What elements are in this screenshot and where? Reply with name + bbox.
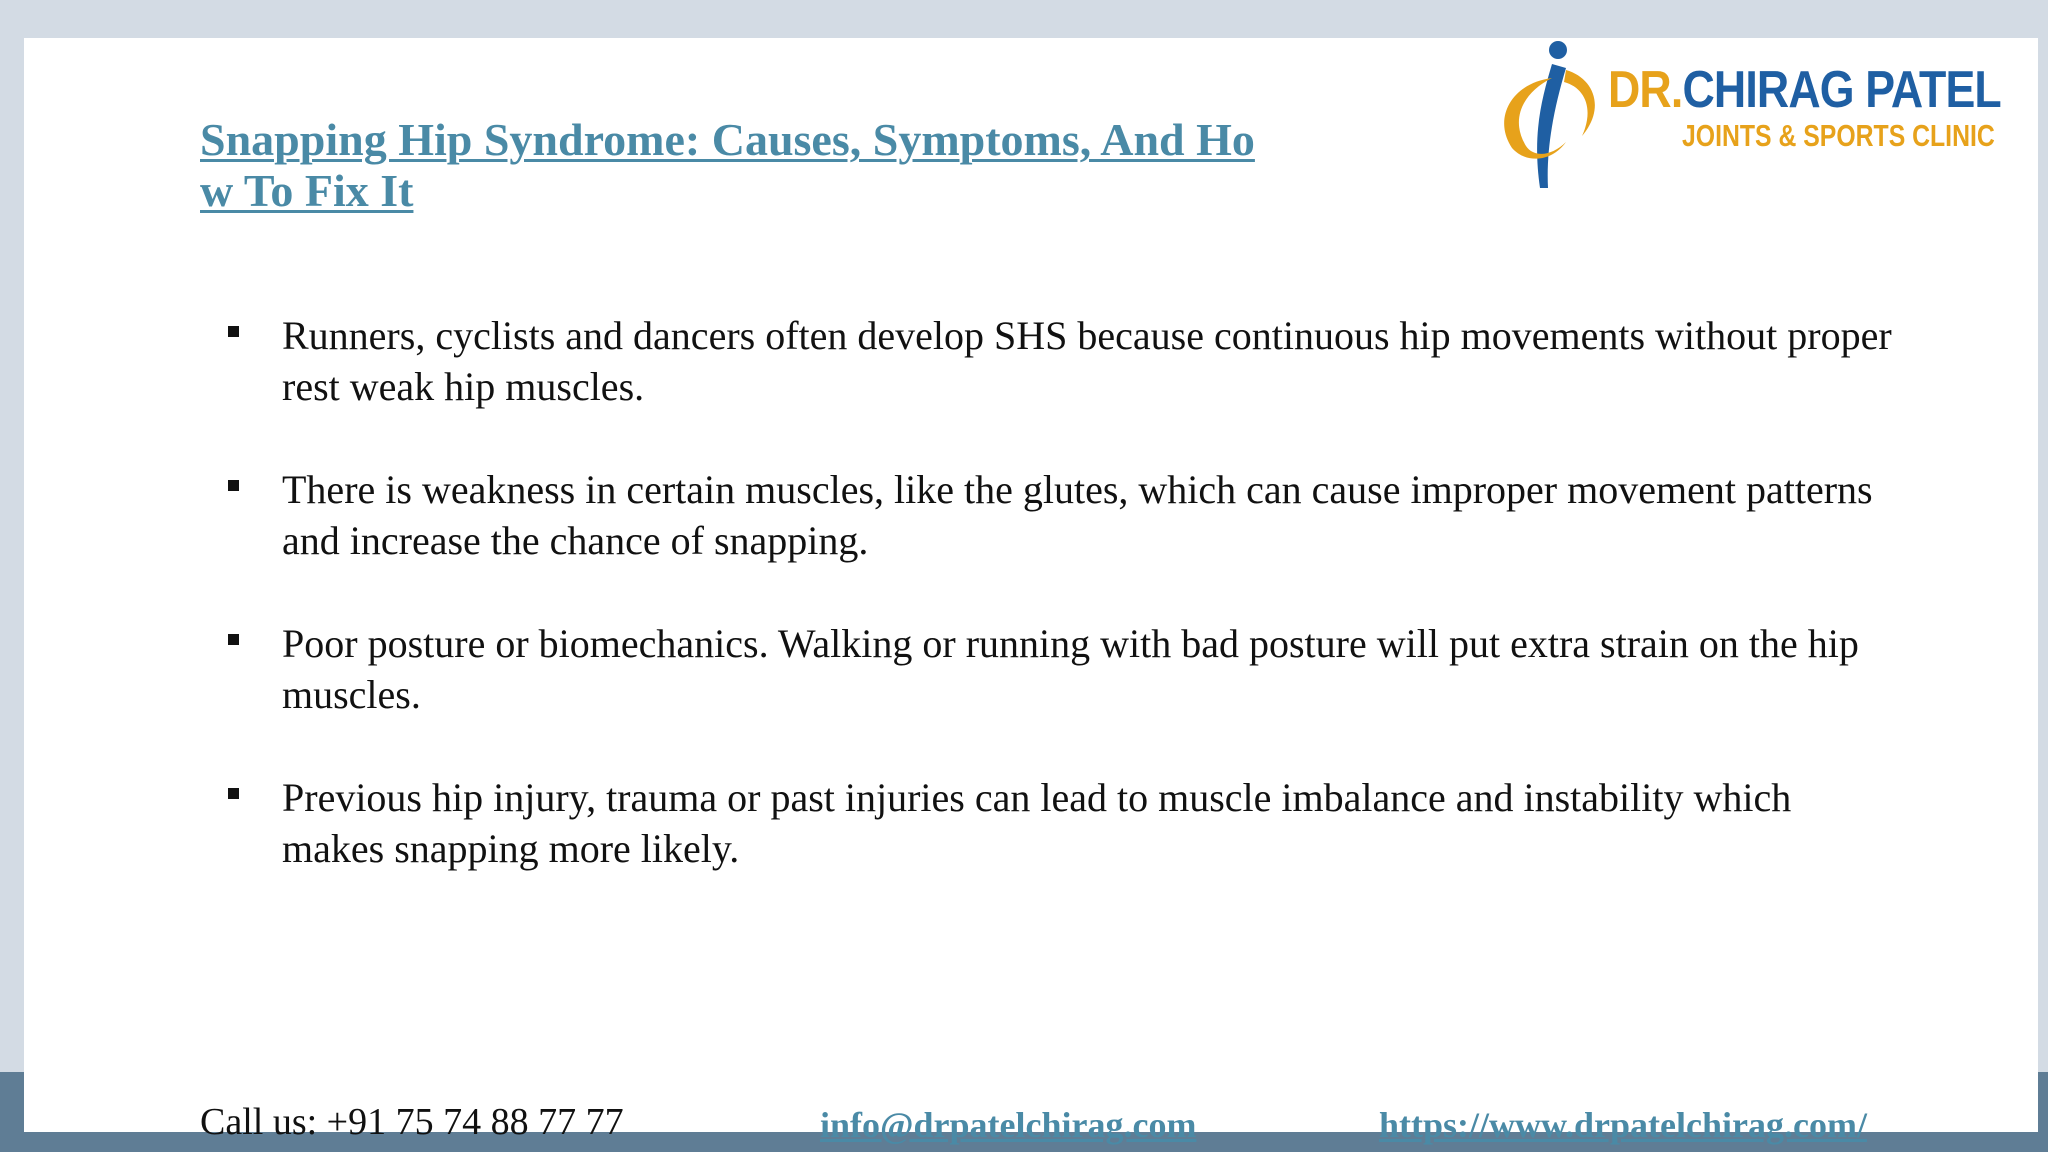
bullet-text: Previous hip injury, trauma or past injuries can lead to muscle imbalance and instability which makes snapping more likely.: [282, 775, 1792, 871]
bullet-item: [200, 772, 1900, 874]
logo-doctor-name: CHIRAG PATEL: [1682, 61, 2001, 119]
bullet-text: Poor posture or biomechanics. Walking or running with bad posture will put extra strain on the hip muscles.: [282, 621, 1859, 717]
logo-tagline: JOINTS & SPORTS CLINIC: [1682, 118, 1995, 153]
square-bullet-icon: [228, 326, 239, 337]
footer-phone: Call us: +91 75 74 88 77 77: [200, 1101, 624, 1143]
bullet-item: [200, 464, 1900, 566]
logo-prefix: DR.: [1608, 61, 1683, 119]
clinic-logo: [1482, 38, 2038, 198]
logo-name: [1608, 60, 2001, 120]
footer-email-link[interactable]: info@drpatelchirag.com: [820, 1105, 1197, 1145]
footer-website-link[interactable]: https://www.drpatelchirag.com/: [1379, 1105, 1867, 1145]
runner-figure-icon: [1482, 38, 1612, 198]
slide: [24, 38, 2038, 1145]
bullet-text: There is weakness in certain muscles, like the glutes, which can cause improper movement patterns and increase the chance of snapping.: [282, 467, 1873, 563]
square-bullet-icon: [228, 634, 239, 645]
bullet-list: [200, 310, 1900, 926]
bullet-item: [200, 618, 1900, 720]
bullet-text: Runners, cyclists and dancers often develop SHS because continuous hip movements without proper rest weak hip muscles.: [282, 313, 1892, 409]
square-bullet-icon: [228, 480, 239, 491]
square-bullet-icon: [228, 788, 239, 799]
slide-title-link[interactable]: Snapping Hip Syndrome: Causes, Symptoms, And How To Fix It: [200, 114, 1255, 216]
bullet-item: [200, 310, 1900, 412]
